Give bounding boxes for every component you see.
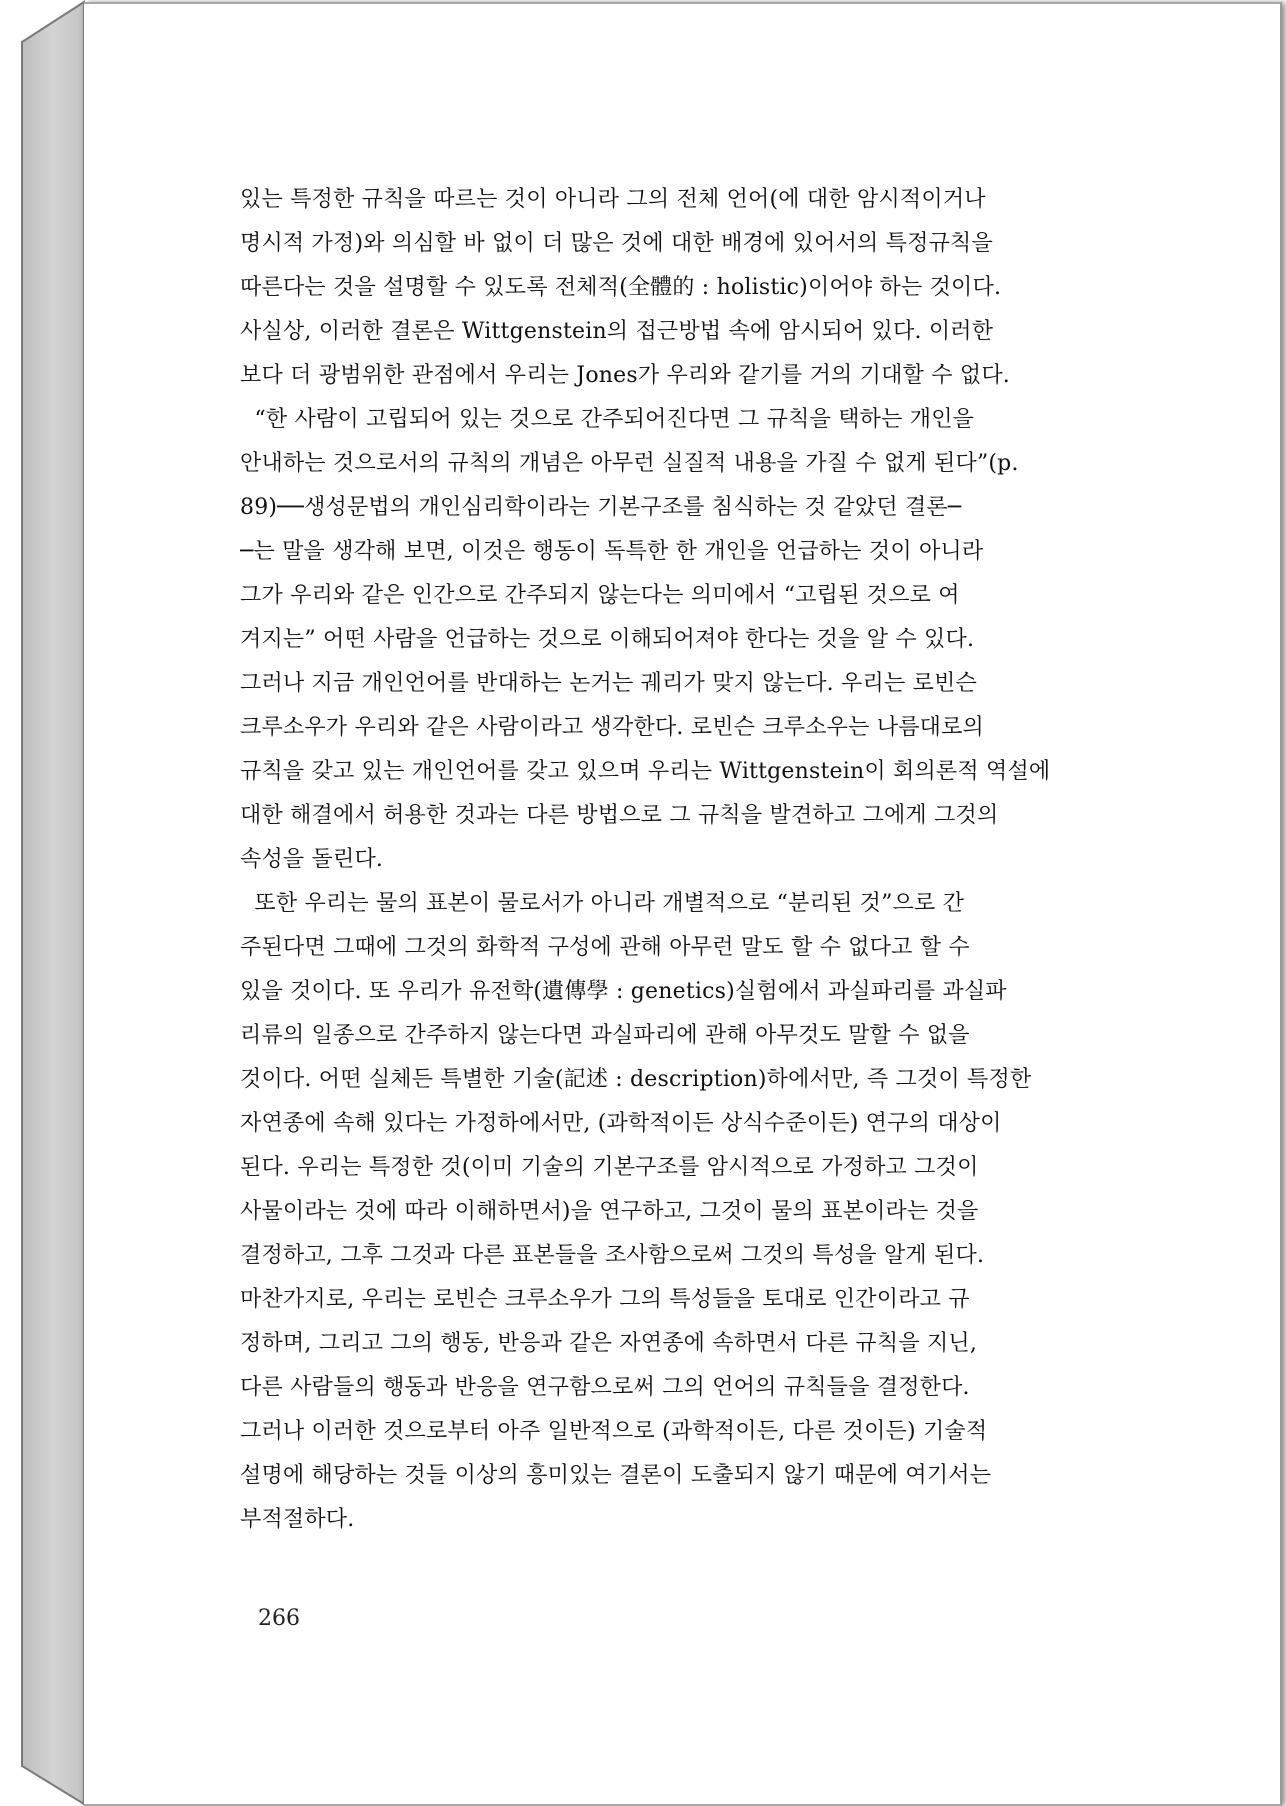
text-line: 그러나 이러한 것으로부터 아주 일반적으로 (과학적이든, 다른 것이든) 기술적	[240, 1419, 988, 1444]
text-line: 사물이라는 것에 따라 이해하면서)을 연구하고, 그것이 물의 표본이라는 것을	[240, 1199, 979, 1224]
text-line: 겨지는” 어떤 사람을 언급하는 것으로 이해되어져야 한다는 것을 알 수 있다.	[240, 627, 975, 652]
body-text	[240, 178, 1130, 1542]
text-line: 크루소우가 우리와 같은 사람이라고 생각한다. 로빈슨 크루소우는 나름대로의	[240, 715, 985, 740]
text-line: 부적절하다.	[240, 1507, 355, 1532]
text-line: 된다. 우리는 특정한 것(이미 기술의 기본구조를 암시적으로 가정하고 그것이	[240, 1155, 979, 1180]
text-line: 설명에 해당하는 것들 이상의 흥미있는 결론이 도출되지 않기 때문에 여기서는	[240, 1463, 992, 1488]
text-line: 결정하고, 그후 그것과 다른 표본들을 조사함으로써 그것의 특성을 알게 된다.	[240, 1243, 985, 1268]
text-line: 있을 것이다. 또 우리가 유전학(遺傳學 : genetics)실험에서 과실파리를 과실파	[240, 979, 1007, 1004]
text-line: 그가 우리와 같은 인간으로 간주되지 않는다는 의미에서 “고립된 것으로 여	[240, 583, 960, 608]
text-line: 89)──생성문법의 개인심리학이라는 기본구조를 침식하는 것 같았던 결론─	[240, 495, 962, 520]
text-line: ─는 말을 생각해 보면, 이것은 행동이 독특한 한 개인을 언급하는 것이 아니라	[240, 539, 984, 564]
text-line: 있는 특정한 규칙을 따르는 것이 아니라 그의 전체 언어(에 대한 암시적이거나	[240, 187, 986, 212]
text-line: 다른 사람들의 행동과 반응을 연구함으로써 그의 언어의 규칙들을 결정한다.	[240, 1375, 970, 1400]
text-line: 사실상, 이러한 결론은 Wittgenstein의 접근방법 속에 암시되어 있다. 이러한	[240, 319, 994, 344]
text-line: 따른다는 것을 설명할 수 있도록 전체적(全體的 : holistic)이어야 하는 것이다.	[240, 275, 1002, 300]
page-number: 266	[258, 1606, 300, 1631]
text-line: 대한 해결에서 허용한 것과는 다른 방법으로 그 규칙을 발견하고 그에게 그것의	[240, 803, 999, 828]
text-line: 리류의 일종으로 간주하지 않는다면 과실파리에 관해 아무것도 말할 수 없을	[240, 1023, 970, 1048]
text-line: 또한 우리는 물의 표본이 물로서가 아니라 개별적으로 “분리된 것”으로 간	[240, 891, 965, 916]
text-line: 규칙을 갖고 있는 개인언어를 갖고 있으며 우리는 Wittgenstein이 회의론적 역설에	[240, 759, 1051, 784]
text-line: 것이다. 어떤 실체든 특별한 기술(記述 : description)하에서만, 즉 그것이 특정한	[240, 1067, 1032, 1092]
text-line: 마찬가지로, 우리는 로빈슨 크루소우가 그의 특성들을 토대로 인간이라고 규	[240, 1287, 970, 1312]
text-line: 보다 더 광범위한 관점에서 우리는 Jones가 우리와 같기를 거의 기대할 수 없다.	[240, 363, 1010, 388]
text-line: 주된다면 그때에 그것의 화학적 구성에 관해 아무런 말도 할 수 없다고 할 수	[240, 935, 970, 960]
text-line: 안내하는 것으로서의 규칙의 개념은 아무런 실질적 내용을 가질 수 없게 된다”(p.	[240, 451, 1019, 476]
text-line: 정하며, 그리고 그의 행동, 반응과 같은 자연종에 속하면서 다른 규칙을 지닌,	[240, 1331, 978, 1356]
text-line: 자연종에 속해 있다는 가정하에서만, (과학적이든 상식수준이든) 연구의 대상이	[240, 1111, 1002, 1136]
text-line: “한 사람이 고립되어 있는 것으로 간주되어진다면 그 규칙을 택하는 개인을	[240, 407, 975, 432]
text-line: 속성을 돌린다.	[240, 847, 384, 872]
text-line: 명시적 가정)와 의심할 바 없이 더 많은 것에 대한 배경에 있어서의 특정규칙을	[240, 231, 993, 256]
text-line: 그러나 지금 개인언어를 반대하는 논거는 궤리가 맞지 않는다. 우리는 로빈슨	[240, 671, 977, 696]
